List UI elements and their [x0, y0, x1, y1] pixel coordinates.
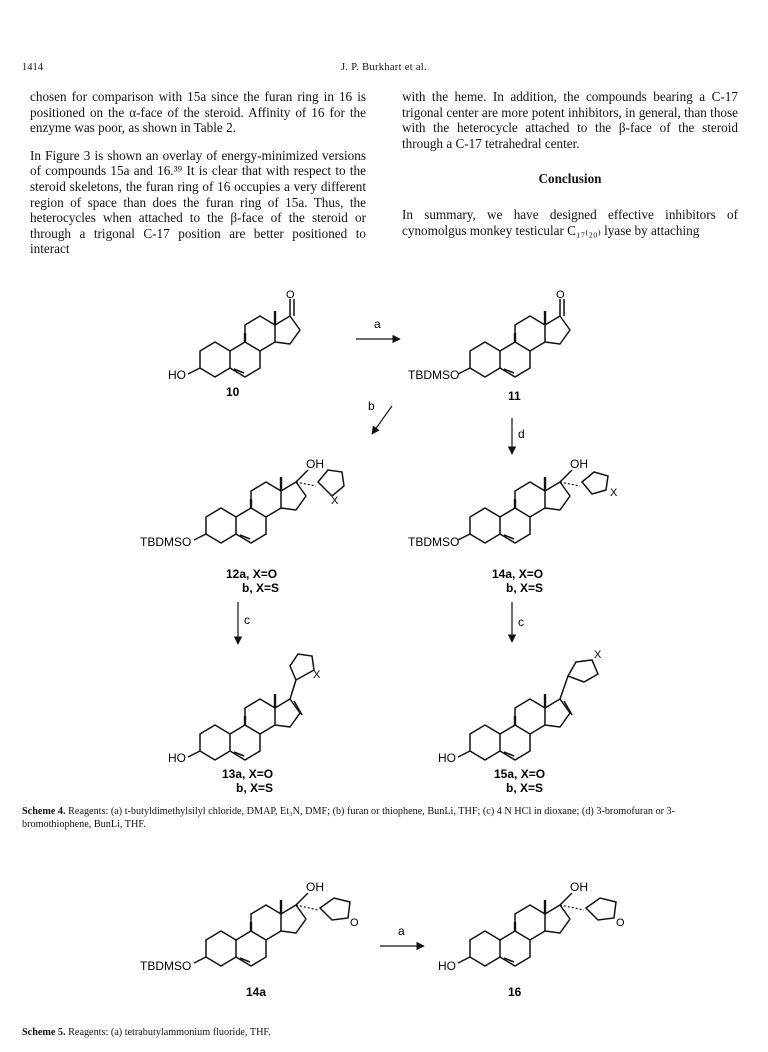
o-label: O: [350, 917, 359, 929]
compound-label-a: 15a, X=O: [494, 767, 546, 781]
arrow-label: c: [244, 613, 250, 627]
scheme-4: [0, 282, 768, 802]
arrow-a: [380, 924, 424, 946]
caption-label: Scheme 5.: [22, 1027, 66, 1038]
page-header: [0, 0, 768, 78]
conclusion-heading: Conclusion: [538, 171, 602, 187]
compound-label-b: b, X=S: [236, 781, 274, 795]
arrow-label: b: [368, 399, 375, 413]
scheme-5-drawing: [0, 858, 768, 1018]
compound-10: [168, 289, 300, 399]
arrow-d: [512, 418, 525, 454]
x-label: X: [610, 487, 618, 499]
arrow-a: [356, 317, 400, 339]
ketone-o-label: O: [556, 289, 565, 301]
scheme-4-caption: [22, 806, 742, 831]
o-label: O: [616, 917, 625, 929]
right-paragraph-2: In summary, we have designed effective inhibitors of cynomolgus monkey testicular C₁₇₍₂₀₎ lyase by attaching: [402, 206, 738, 238]
tbdmso-label: TBDMSO: [140, 535, 192, 549]
arrow-c-right: [512, 602, 524, 642]
compound-label-b: b, X=S: [506, 581, 544, 595]
compound-16: [438, 880, 625, 999]
right-paragraph-1: with the heme. In addition, the compounds bearing a C-17 trigonal center are more potent inhibitors, in general, than those with the heterocycle attached to the β-face of the steroid through a C-17 tetrahedral center.: [402, 89, 738, 151]
compound-number: 10: [226, 385, 240, 399]
ho-label: HO: [438, 751, 456, 765]
compound-14a: [140, 880, 359, 999]
tbdmso-label: TBDMSO: [140, 959, 192, 973]
tbdmso-label: TBDMSO: [408, 368, 460, 382]
scheme-5: [0, 858, 768, 1018]
arrow-label: a: [398, 924, 405, 938]
arrow-c-left: [238, 602, 250, 644]
ho-label: HO: [168, 751, 186, 765]
arrow-label: c: [518, 615, 524, 629]
compound-label-a: 12a, X=O: [226, 567, 278, 581]
oh-label: OH: [570, 880, 588, 894]
compound-label-a: 14a, X=O: [492, 567, 544, 581]
compound-label-b: b, X=S: [242, 581, 280, 595]
compound-number: 16: [508, 985, 522, 999]
oh-label: OH: [306, 880, 324, 894]
left-paragraph-1: chosen for comparison with 15a since the furan ring in 16 is positioned on the α-face of the steroid. Affinity of 16 for the enzyme was poor, as shown in Table 2.: [30, 89, 366, 136]
caption-text: Reagents: (a) t-butyldimethylsilyl chloride, DMAP, Et₃N, DMF; (b) furan or thiophene, BunLi, THF; (c) 4 N HCl in dioxane; (d) 3-bromofuran or 3-bromothiophene, BunLi, THF.: [22, 806, 675, 830]
x-label: X: [594, 649, 602, 661]
ketone-o-label: O: [286, 289, 295, 301]
x-label: X: [331, 495, 339, 507]
compound-number: 14a: [246, 985, 267, 999]
oh-label: OH: [306, 457, 324, 471]
arrow-b: [368, 399, 392, 434]
tbdmso-label: TBDMSO: [408, 535, 460, 549]
right-column: [402, 89, 738, 250]
x-label: X: [313, 669, 321, 681]
compound-label-b: b, X=S: [506, 781, 544, 795]
compound-14: [408, 457, 618, 595]
compound-13: [168, 654, 321, 795]
compound-11: [408, 289, 570, 403]
page-number: 1414: [22, 62, 43, 73]
left-column: [30, 89, 366, 269]
ho-label: HO: [168, 368, 186, 382]
arrow-label: a: [374, 317, 381, 331]
caption-text: Reagents: (a) tetrabutylammonium fluoride, THF.: [65, 1027, 271, 1038]
oh-label: OH: [570, 457, 588, 471]
compound-label-a: 13a, X=O: [222, 767, 274, 781]
caption-label: Scheme 4.: [22, 806, 66, 817]
scheme-4-drawing: [0, 282, 768, 802]
arrow-label: d: [518, 427, 525, 441]
compound-15: [438, 649, 602, 795]
compound-number: 11: [508, 389, 521, 403]
running-head: J. P. Burkhart et al.: [341, 62, 427, 73]
left-paragraph-2: In Figure 3 is shown an overlay of energy-minimized versions of compounds 15a and 16.³⁹ It is clear that with respect to the steroid skeletons, the furan ring of 16 occupies a very different region of space than does the furan ring of 15a. Thus, the heterocycles when attached to the β-face of the steroid or through a trigonal C-17 position are better positioned to interact: [30, 147, 366, 257]
compound-12: [140, 457, 344, 595]
ho-label: HO: [438, 959, 456, 973]
scheme-5-caption: [22, 1027, 742, 1040]
